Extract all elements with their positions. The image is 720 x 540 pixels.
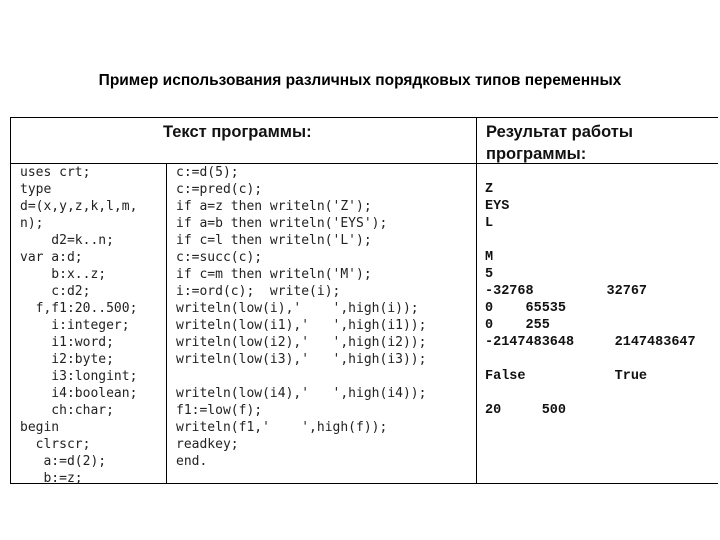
table-top-border [10, 117, 718, 118]
code-line: a:=d(2); [20, 454, 107, 469]
code-line: i:=ord(c); write(i); [176, 284, 341, 299]
result-line: -32768 32767 [485, 284, 648, 299]
code-line: if c=m then writeln('M'); [176, 267, 372, 282]
code-line: i4:boolean; [20, 386, 138, 401]
code-line: c:=d(5); [176, 165, 239, 180]
table-column-divider [476, 117, 477, 484]
code-line: d=(x,y,z,k,l,m, [20, 199, 138, 214]
result-line: 0 65535 [485, 301, 567, 316]
result-line: False True [485, 369, 648, 384]
code-line: readkey; [176, 437, 239, 452]
code-line: b:x..z; [20, 267, 107, 282]
code-line: ch:char; [20, 403, 114, 418]
code-line: writeln(f1,' ',high(f)); [176, 420, 388, 435]
code-line: begin [20, 420, 60, 435]
column-header-result-line1: Результат работы [486, 123, 633, 141]
code-line: n); [20, 216, 44, 231]
code-line: var a:d; [20, 250, 83, 265]
code-line: f,f1:20..500; [20, 301, 138, 316]
program-table [10, 117, 718, 486]
code-line: writeln(low(i3),' ',high(i3)); [176, 352, 427, 367]
code-line: if c=l then writeln('L'); [176, 233, 372, 248]
code-line: writeln(low(i2),' ',high(i2)); [176, 335, 427, 350]
code-line: type [20, 182, 52, 197]
page-title: Пример использования различных порядковых типов переменных [98, 72, 622, 89]
code-line: uses crt; [20, 165, 91, 180]
code-line: c:d2; [20, 284, 91, 299]
result-line: EYS [485, 199, 510, 214]
code-column-divider [166, 163, 167, 483]
code-line: if a=z then writeln('Z'); [176, 199, 372, 214]
result-line: L [485, 216, 494, 231]
code-line: i2:byte; [20, 352, 114, 367]
code-line: writeln(low(i1),' ',high(i1)); [176, 318, 427, 333]
code-line: clrscr; [20, 437, 91, 452]
code-line: writeln(low(i),' ',high(i)); [176, 301, 419, 316]
result-line: M [485, 250, 494, 265]
code-line: end. [176, 454, 208, 469]
code-line: i:integer; [20, 318, 130, 333]
table-left-border [10, 117, 11, 484]
code-line: c:=pred(c); [176, 182, 263, 197]
column-header-program-text: Текст программы: [163, 123, 312, 141]
code-line: f1:=low(f); [176, 403, 263, 418]
result-line: 5 [485, 267, 494, 282]
result-line: 0 255 [485, 318, 550, 333]
code-line: writeln(low(i4),' ',high(i4)); [176, 386, 427, 401]
result-line: Z [485, 182, 494, 197]
column-header-result-line2: программы: [486, 145, 587, 163]
code-line: c:=succ(c); [176, 250, 263, 265]
result-line: -2147483648 2147483647 [485, 335, 696, 350]
code-line: i3:longint; [20, 369, 138, 384]
result-line: 20 500 [485, 403, 567, 418]
table-header-divider [10, 163, 718, 164]
code-line: b:=z; [20, 471, 83, 486]
code-line: if a=b then writeln('EYS'); [176, 216, 388, 231]
code-line: i1:word; [20, 335, 114, 350]
table-bottom-border [10, 483, 718, 484]
code-line: d2=k..n; [20, 233, 114, 248]
